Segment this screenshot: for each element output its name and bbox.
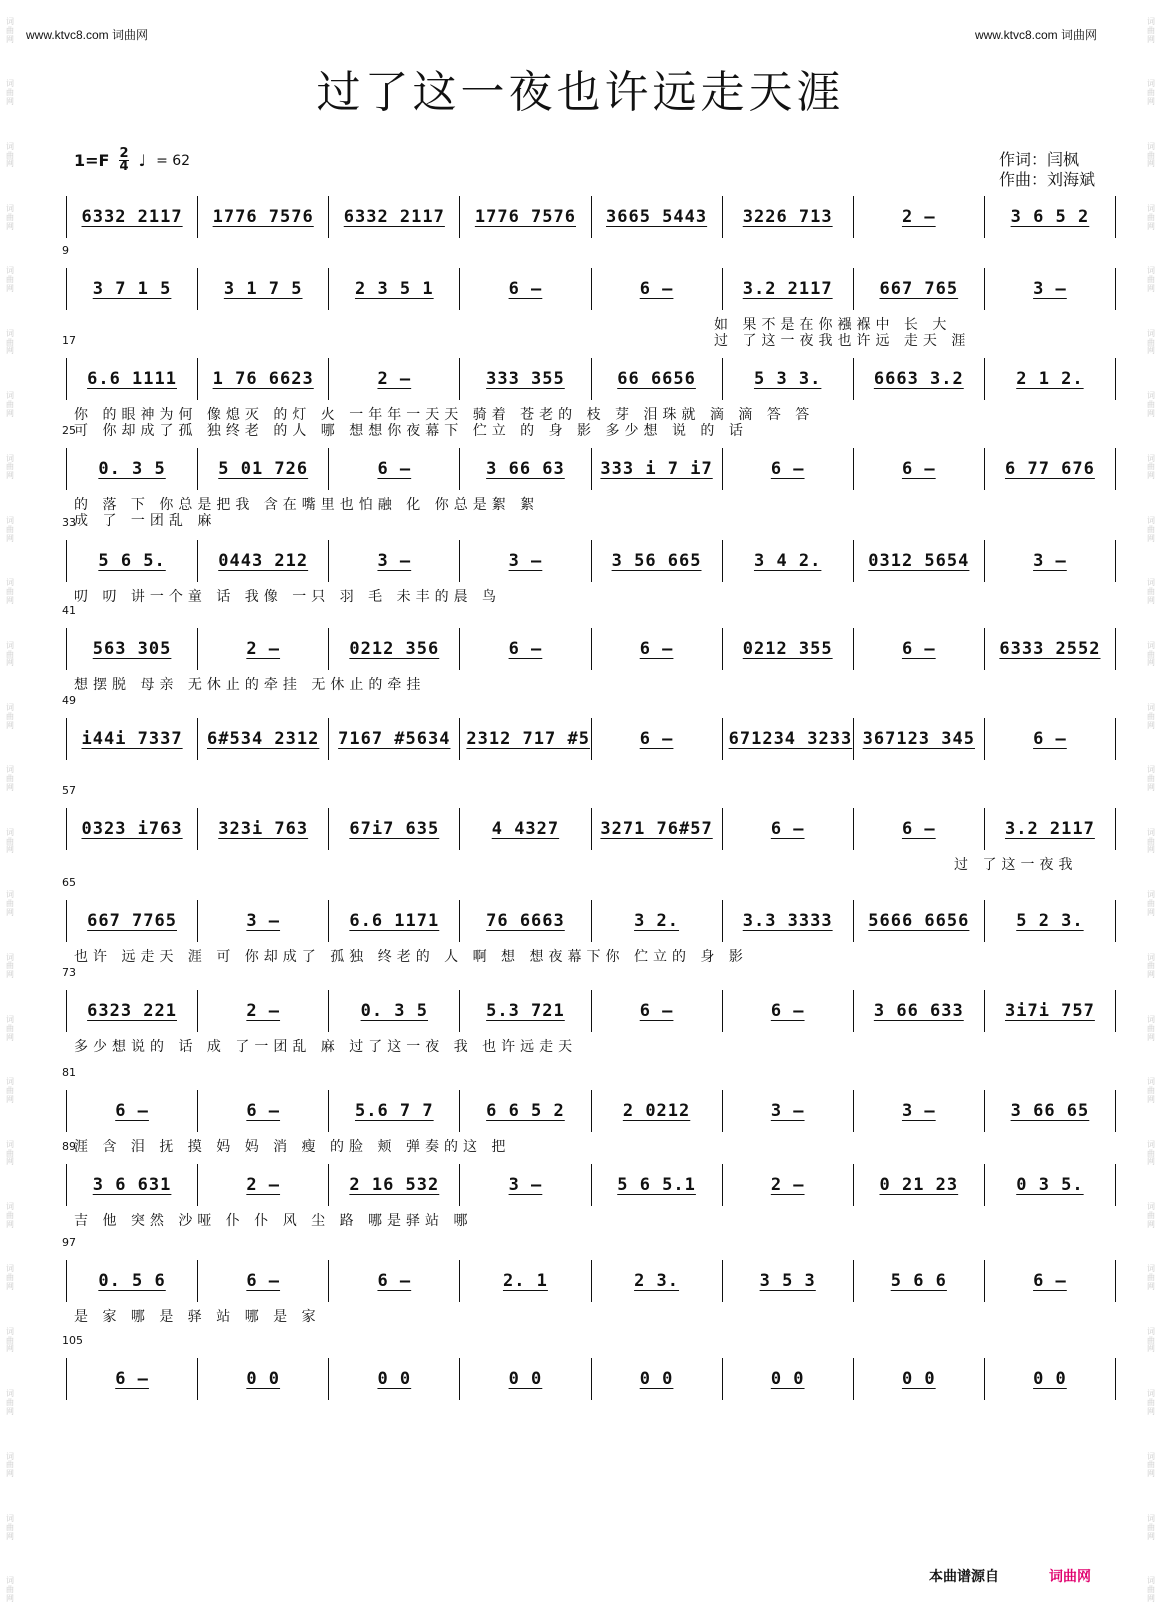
measure: 323i 763 (198, 808, 329, 850)
watermark-text: 词 曲 网 (1147, 1576, 1155, 1603)
measure: 3i7i 757 (1004, 1001, 1095, 1021)
watermark-text: 词 曲 网 (1147, 1513, 1155, 1541)
measure: 0 21 23 (854, 1164, 985, 1206)
lyric-line: 你 的眼神为何 像熄灭 的灯 火 一年年一天天 骑着 苍老的 枝 芽 泪珠就 滴 滴 答 答 (74, 407, 815, 423)
watermark-text: 词 曲 网 (1147, 890, 1155, 917)
measure: 0 0 (854, 1358, 985, 1400)
watermark-right (1143, 0, 1159, 1622)
measure: 2 1 2. (1016, 369, 1084, 389)
measure: 6 – (723, 808, 854, 850)
watermark-text: 词 曲 网 (6, 765, 14, 793)
measure: 3 66 63 (460, 448, 591, 490)
measure: 0212 356 (329, 628, 460, 670)
watermark-text: 词 曲 网 (1147, 1077, 1155, 1104)
measure: i44i 7337 (67, 718, 198, 760)
key-label: 1=F (74, 151, 110, 170)
measure: 5 6 5.1 (592, 1164, 723, 1206)
measure: 3 7 1 5 (67, 268, 198, 310)
watermark-text: 词 曲 网 (6, 453, 14, 481)
measure-number: 105 (62, 1334, 83, 1347)
measure: 3 56 665 (592, 540, 723, 582)
measure: 367123 345 (854, 718, 985, 760)
measure: 6.6 1111 (67, 358, 198, 400)
measure: 2312 717 #5 (460, 718, 591, 760)
watermark-text: 词 曲 网 (6, 16, 14, 44)
measure: 3226 713 (723, 196, 854, 238)
measure: 6.6 1171 (329, 900, 460, 942)
measure: 6 – (723, 990, 854, 1032)
measure: 0 0 (1033, 1369, 1067, 1389)
header-url-left: www.ktvc8.com 词曲网 (26, 28, 149, 42)
measure: 0323 i763 (67, 808, 198, 850)
watermark-text: 词 曲 网 (1147, 1264, 1155, 1292)
measure: 6 – (854, 628, 985, 670)
lyric-line: 涯 含 泪 抚 摸 妈 妈 消 瘦 的脸 颊 弹奏的这 把 (74, 1139, 511, 1155)
measure: 3271 76#57 (592, 808, 723, 850)
measure: 6333 2552 (999, 639, 1101, 659)
measure-number: 73 (62, 966, 76, 979)
measure: 5 2 3. (1016, 911, 1084, 931)
watermark-text: 词 曲 网 (1147, 1202, 1155, 1229)
measure-number: 25 (62, 424, 76, 437)
measure: 66 6656 (592, 358, 723, 400)
staff (66, 990, 1116, 1032)
measure: 0443 212 (198, 540, 329, 582)
score-row (62, 604, 1116, 693)
measure: 5 6 6 (854, 1260, 985, 1302)
score-row (62, 876, 1116, 965)
measure: 671234 3233 (723, 718, 854, 760)
measure: 563 305 (67, 628, 198, 670)
header-url-right: www.ktvc8.com 词曲网 (974, 28, 1097, 42)
measure-number: 89 (62, 1140, 76, 1153)
measure: 6 – (723, 448, 854, 490)
watermark-text: 词 曲 网 (6, 1264, 14, 1292)
measure: 2. 1 (460, 1260, 591, 1302)
measure: 6323 221 (67, 990, 198, 1032)
measure: 3 66 65 (1010, 1101, 1090, 1121)
measure: 5 6 5. (67, 540, 198, 582)
watermark-text: 词 曲 网 (6, 952, 14, 980)
lyric-line: 过 了这一夜我 (954, 857, 1078, 873)
watermark-text: 词 曲 网 (6, 1077, 14, 1104)
watermark-text: 词 曲 网 (1147, 453, 1155, 481)
lyric-line: 过 了这一夜我也许远 走天 涯 (714, 333, 971, 349)
measure: 6#534 2312 (198, 718, 329, 760)
measure: 333 355 (460, 358, 591, 400)
measure: 2 16 532 (329, 1164, 460, 1206)
watermark-text: 词 曲 网 (6, 204, 14, 231)
measure: 333 i 7 i7 (592, 448, 723, 490)
watermark-text: 词 曲 网 (1147, 141, 1155, 169)
watermark-text: 词 曲 网 (1147, 204, 1155, 231)
measure-number: 9 (62, 244, 69, 257)
measure: 2 3. (592, 1260, 723, 1302)
watermark-text: 词 曲 网 (6, 1202, 14, 1229)
watermark-text: 词 曲 网 (1147, 328, 1155, 356)
staff (66, 1358, 1116, 1400)
staff (66, 808, 1116, 850)
measure: 0 0 (723, 1358, 854, 1400)
measure-number: 57 (62, 784, 76, 797)
watermark-text: 词 曲 网 (6, 515, 14, 543)
measure: 5 01 726 (198, 448, 329, 490)
measure: 6 6 5 2 (460, 1090, 591, 1132)
staff (66, 196, 1116, 238)
staff (66, 1090, 1116, 1132)
measure: 3 4 2. (723, 540, 854, 582)
measure: 76 6663 (460, 900, 591, 942)
score-row (62, 1334, 1116, 1400)
measure-number: 41 (62, 604, 76, 617)
measure: 667 765 (854, 268, 985, 310)
measure: 3 6 5 2 (1010, 207, 1090, 227)
watermark-text: 词 曲 网 (1147, 266, 1155, 294)
watermark-text: 词 曲 网 (1147, 1139, 1155, 1167)
lyric-line: 也许 远走天 涯 可 你却成了 孤独 终老的 人 啊 想 想夜幕下你 伫立的 身 影 (74, 949, 748, 965)
watermark-text: 词 曲 网 (6, 703, 14, 730)
lyric-line: 吉 他 突然 沙哑 仆 仆 风 尘 路 哪是驿站 哪 (74, 1213, 473, 1229)
measure: 6 – (592, 268, 723, 310)
watermark-text: 词 曲 网 (6, 1326, 14, 1354)
staff (66, 628, 1116, 670)
measure: 7167 #5634 (329, 718, 460, 760)
measure: 6 – (1033, 729, 1067, 749)
measure: 3 6 631 (67, 1164, 198, 1206)
score-row (62, 966, 1116, 1055)
watermark-text: 词 曲 网 (6, 640, 14, 668)
lyric-line: 如 果不是在你襁褓中 长 大 (714, 317, 952, 333)
watermark-text: 词 曲 网 (1147, 765, 1155, 793)
footer-brand: 词曲网 (1049, 1569, 1091, 1585)
measure: 2 3 5 1 (329, 268, 460, 310)
measure: 2 – (198, 1164, 329, 1206)
score-row (66, 196, 1116, 238)
watermark-text: 词 曲 网 (6, 578, 14, 605)
watermark-text: 词 曲 网 (1147, 1014, 1155, 1042)
measure: 6 – (198, 1260, 329, 1302)
measure-number: 49 (62, 694, 76, 707)
measure: 6332 2117 (67, 196, 198, 238)
watermark-text: 词 曲 网 (6, 1139, 14, 1167)
watermark-text: 词 曲 网 (1147, 79, 1155, 106)
measure: 1776 7576 (198, 196, 329, 238)
watermark-text: 词 曲 网 (1147, 16, 1155, 44)
watermark-text: 词 曲 网 (6, 1389, 14, 1416)
measure: 3 – (1033, 551, 1067, 571)
measure: 3 – (1033, 279, 1067, 299)
measure: 6 – (329, 1260, 460, 1302)
measure: 6 – (329, 448, 460, 490)
measure: 5.3 721 (460, 990, 591, 1032)
lyric-line: 的 落 下 你总是把我 含在嘴里也怕融 化 你总是絮 絮 (74, 497, 540, 513)
score-row (62, 694, 1116, 760)
score-row (62, 1236, 1116, 1325)
measure: 1776 7576 (460, 196, 591, 238)
measure: 4 4327 (460, 808, 591, 850)
key-signature (74, 148, 190, 173)
watermark-text: 词 曲 网 (6, 1014, 14, 1042)
note-icon: ♩ (138, 151, 147, 170)
measure: 6 – (67, 1358, 198, 1400)
watermark-text: 词 曲 网 (6, 890, 14, 917)
measure: 3665 5443 (592, 196, 723, 238)
measure-number: 65 (62, 876, 76, 889)
measure: 3 1 7 5 (198, 268, 329, 310)
measure-number: 33 (62, 516, 76, 529)
measure: 2 – (723, 1164, 854, 1206)
measure-number: 17 (62, 334, 76, 347)
measure: 2 0212 (592, 1090, 723, 1132)
time-signature (119, 148, 128, 173)
staff (66, 540, 1116, 582)
song-title: 过了这一夜也许远走天涯 (316, 67, 845, 118)
staff (66, 1260, 1116, 1302)
staff (66, 900, 1116, 942)
measure: 6 – (854, 448, 985, 490)
measure: 0 0 (592, 1358, 723, 1400)
watermark-text: 词 曲 网 (6, 79, 14, 106)
watermark-text: 词 曲 网 (1147, 1451, 1155, 1479)
staff (66, 448, 1116, 490)
measure: 0312 5654 (854, 540, 985, 582)
measure: 3 – (460, 1164, 591, 1206)
staff (66, 1164, 1116, 1206)
measure: 667 7765 (67, 900, 198, 942)
measure: 6 77 676 (1004, 459, 1095, 479)
measure: 2 – (198, 628, 329, 670)
watermark-text: 词 曲 网 (6, 1513, 14, 1541)
measure: 6 – (198, 1090, 329, 1132)
watermark-text: 词 曲 网 (6, 141, 14, 169)
measure: 2 – (854, 196, 985, 238)
measure: 5.6 7 7 (329, 1090, 460, 1132)
measure: 6 – (592, 718, 723, 760)
measure: 2 – (198, 990, 329, 1032)
measure: 3.2 2117 (1004, 819, 1095, 839)
measure: 3 – (198, 900, 329, 942)
watermark-text: 词 曲 网 (1147, 827, 1155, 855)
measure: 0. 3 5 (67, 448, 198, 490)
measure: 3 5 3 (723, 1260, 854, 1302)
credits (999, 150, 1095, 190)
watermark-text: 词 曲 网 (6, 1576, 14, 1603)
watermark-left (2, 0, 18, 1622)
watermark-text: 词 曲 网 (6, 827, 14, 855)
watermark-text: 词 曲 网 (1147, 391, 1155, 418)
lyric-line: 叨 叨 讲一个童 话 我像 一只 羽 毛 未丰的晨 鸟 (74, 589, 502, 605)
footer-source: 本曲谱源自 (929, 1569, 999, 1585)
watermark-text: 词 曲 网 (6, 391, 14, 418)
measure: 6663 3.2 (854, 358, 985, 400)
time-top: 2 (119, 146, 129, 161)
measure: 6332 2117 (329, 196, 460, 238)
staff (66, 268, 1116, 310)
measure: 0212 355 (723, 628, 854, 670)
watermark-text: 词 曲 网 (6, 328, 14, 356)
lyricist: 作词：闫枫 (998, 150, 1079, 169)
measure: 0 3 5. (1016, 1175, 1084, 1195)
measure: 67i7 635 (329, 808, 460, 850)
measure: 0 0 (460, 1358, 591, 1400)
measure: 0. 5 6 (67, 1260, 198, 1302)
measure-number: 97 (62, 1236, 76, 1249)
measure: 3 – (460, 540, 591, 582)
measure: 6 – (592, 990, 723, 1032)
measure: 3 66 633 (854, 990, 985, 1032)
measure-number: 81 (62, 1066, 76, 1079)
measure: 2 – (329, 358, 460, 400)
watermark-text: 词 曲 网 (1147, 1326, 1155, 1354)
measure: 3.2 2117 (723, 268, 854, 310)
measure: 0 0 (198, 1358, 329, 1400)
time-bottom: 4 (119, 159, 129, 174)
measure: 1 76 6623 (198, 358, 329, 400)
measure: 6 – (460, 268, 591, 310)
measure: 6 – (592, 628, 723, 670)
lyric-line: 成 了 一团乱 麻 (74, 513, 217, 529)
measure: 3 – (329, 540, 460, 582)
watermark-text: 词 曲 网 (6, 266, 14, 294)
composer: 作曲：刘海斌 (998, 170, 1095, 189)
score-row (62, 244, 1116, 349)
measure: 5666 6656 (854, 900, 985, 942)
measure: 0 0 (329, 1358, 460, 1400)
measure: 0. 3 5 (329, 990, 460, 1032)
watermark-text: 词 曲 网 (1147, 640, 1155, 668)
watermark-text: 词 曲 网 (1147, 952, 1155, 980)
lyric-line: 多少想说的 话 成 了一团乱 麻 过了这一夜 我 也许远走天 (74, 1039, 578, 1055)
measure: 3 – (854, 1090, 985, 1132)
measure: 6 – (67, 1090, 198, 1132)
tempo: = 62 (156, 152, 191, 169)
watermark-text: 词 曲 网 (1147, 578, 1155, 605)
lyric-line: 可 你却成了孤 独终老 的人 哪 想想你夜幕下 伫立 的 身 影 多少想 说 的 话 (74, 423, 748, 439)
score-row (62, 784, 1116, 873)
watermark-text: 词 曲 网 (1147, 1389, 1155, 1416)
staff (66, 358, 1116, 400)
lyric-line: 是 家 哪 是 驿 站 哪 是 家 (74, 1309, 321, 1325)
measure: 6 – (854, 808, 985, 850)
measure: 5 3 3. (723, 358, 854, 400)
lyric-line: 想摆脱 母亲 无休止的牵挂 无休止的牵挂 (74, 677, 426, 693)
staff (66, 718, 1116, 760)
measure: 3 – (723, 1090, 854, 1132)
measure: 6 – (460, 628, 591, 670)
measure: 3.3 3333 (723, 900, 854, 942)
measure: 6 – (1033, 1271, 1067, 1291)
footer (929, 1566, 1091, 1586)
watermark-text: 词 曲 网 (6, 1451, 14, 1479)
watermark-text: 词 曲 网 (1147, 515, 1155, 543)
measure: 3 2. (592, 900, 723, 942)
watermark-text: 词 曲 网 (1147, 703, 1155, 730)
